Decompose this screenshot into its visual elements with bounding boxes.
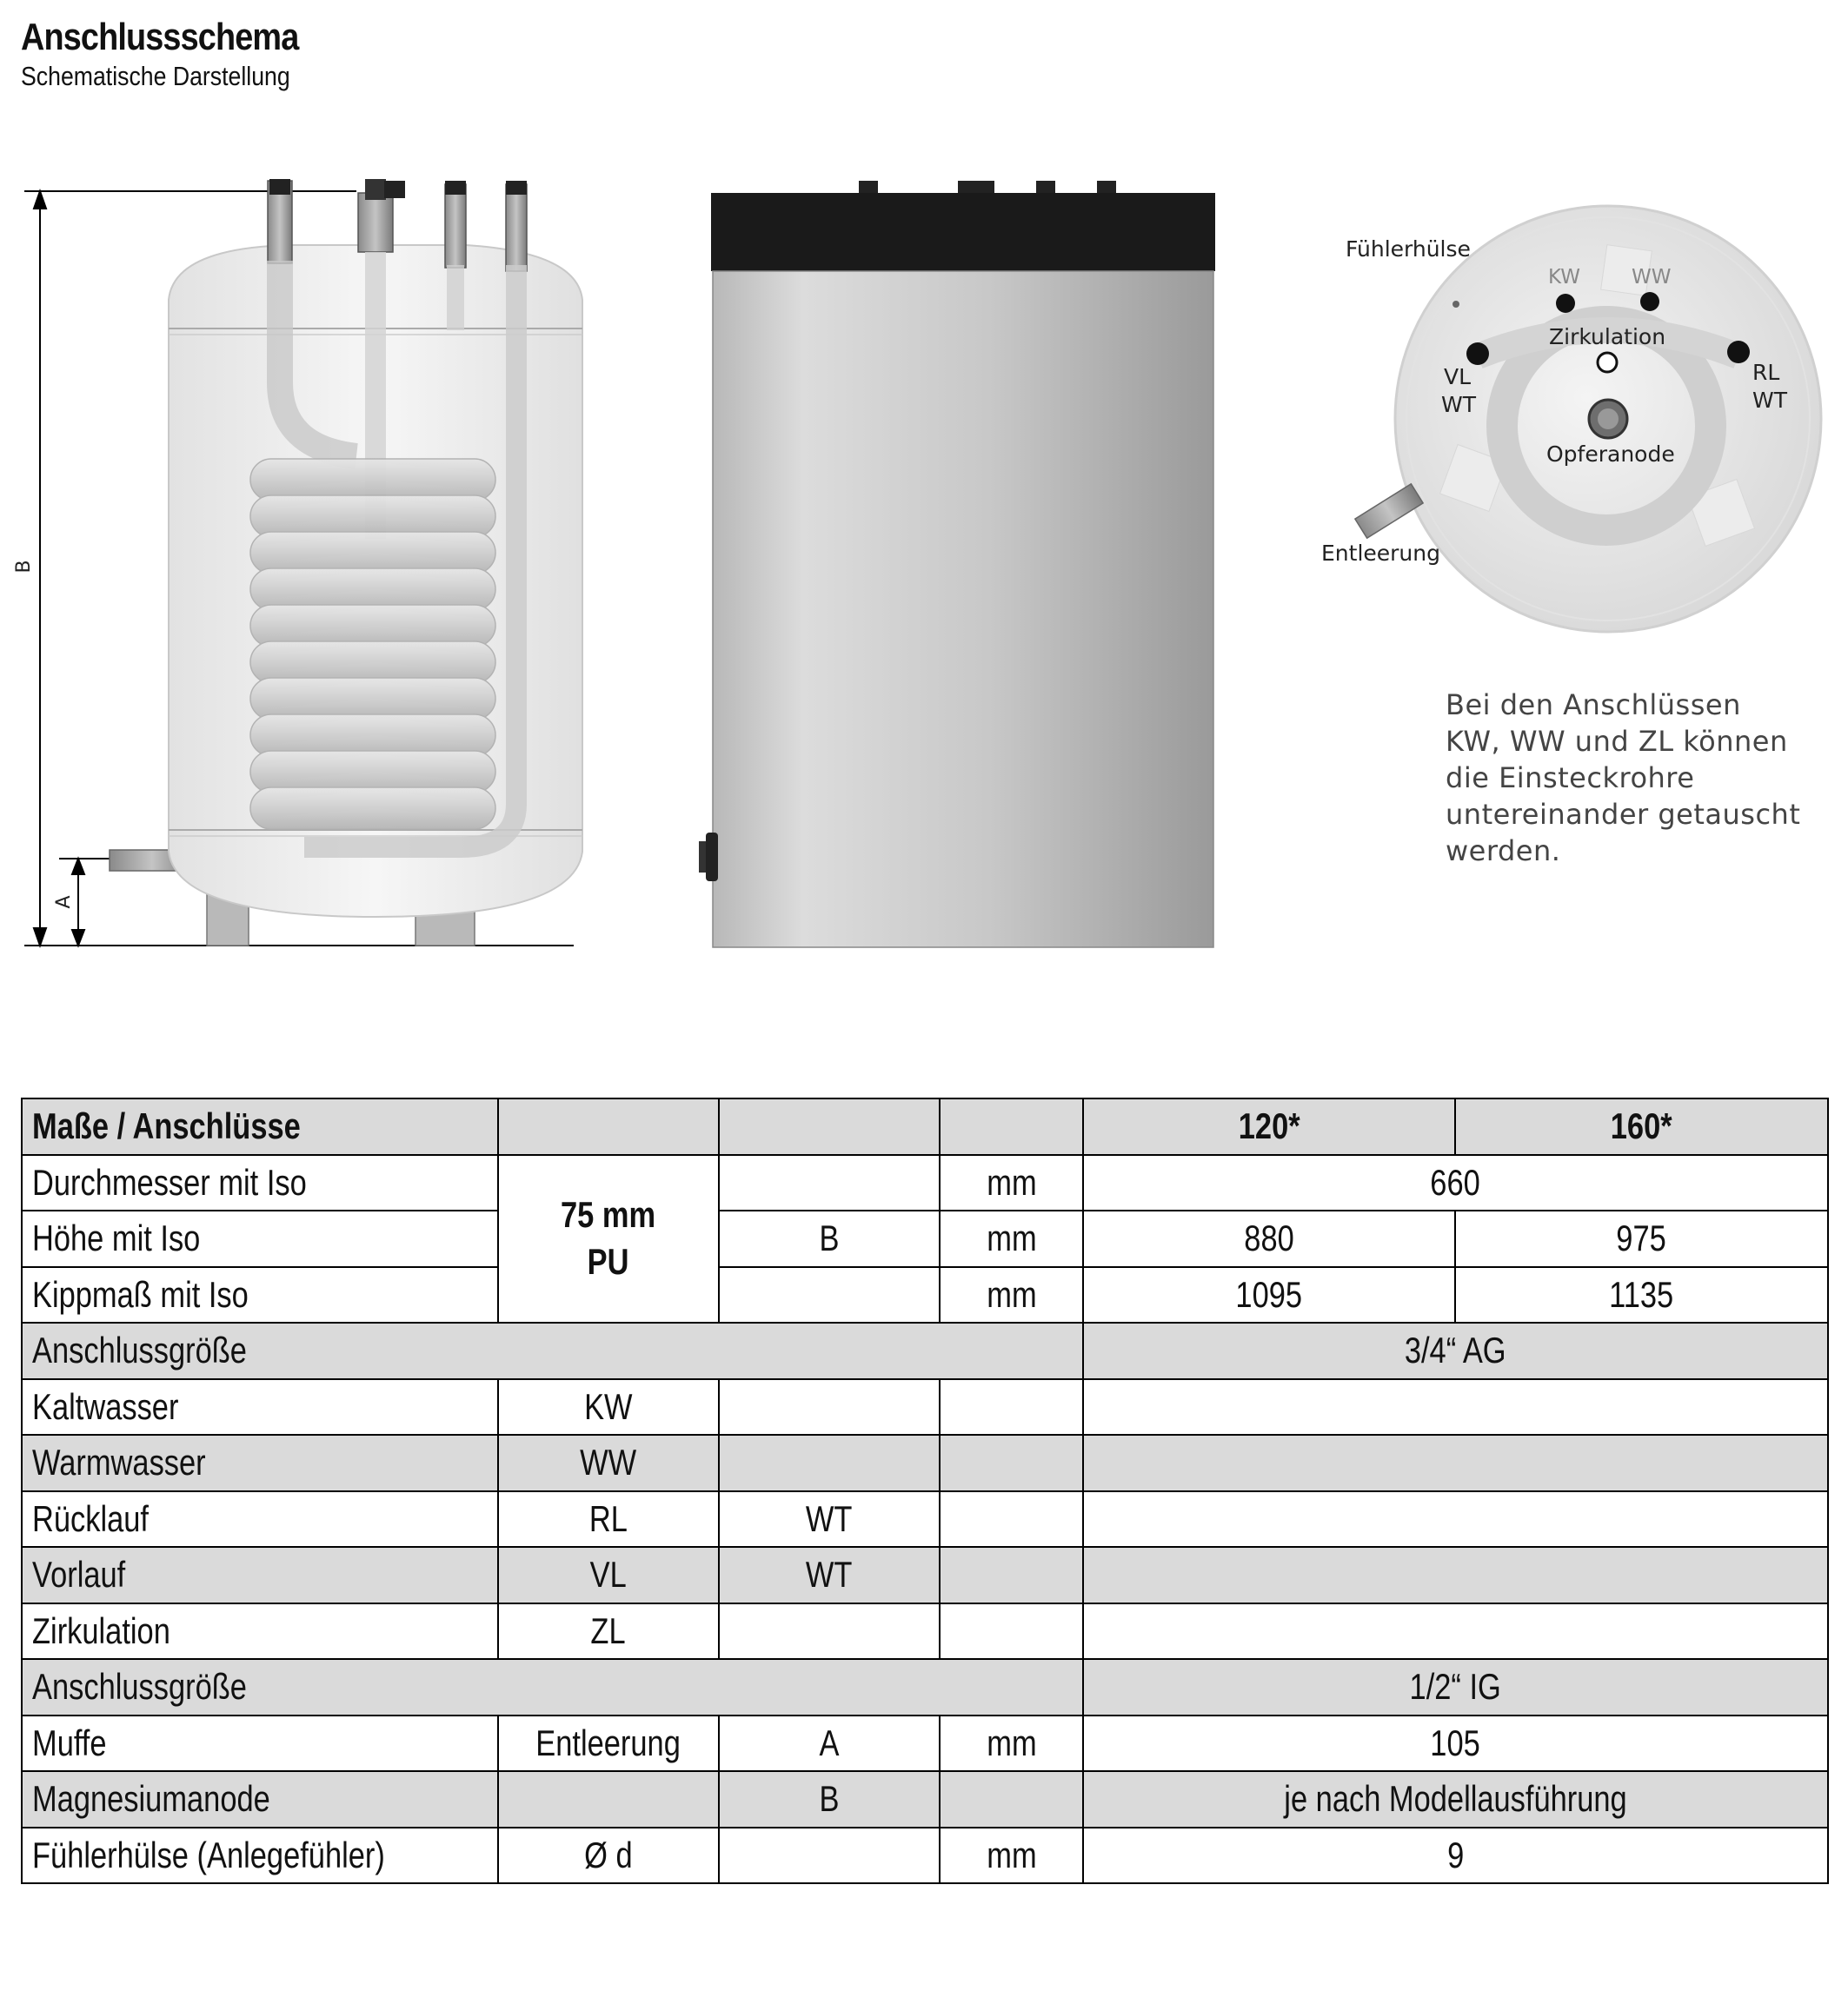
row-value — [1083, 1547, 1828, 1603]
tank-cutaway-view — [13, 179, 582, 946]
note-line: Bei den Anschlüssen — [1446, 688, 1741, 721]
row-value-120: 1095 — [1083, 1267, 1455, 1324]
row-dim — [719, 1435, 940, 1491]
table-row — [22, 1435, 1828, 1491]
row-value-160: 975 — [1455, 1211, 1828, 1267]
label-entleerung: Entleerung — [1321, 541, 1440, 566]
row-value: 3/4“ AG — [1083, 1323, 1828, 1379]
row-label: Durchmesser mit Iso — [22, 1155, 498, 1211]
row-label: Rücklauf — [22, 1491, 498, 1548]
label-zirkulation: Zirkulation — [1549, 324, 1666, 349]
row-code: ZL — [498, 1603, 719, 1660]
label-vl-wt: WT — [1441, 392, 1476, 417]
header-cell-160: 160* — [1455, 1098, 1828, 1155]
label-kw: KW — [1548, 266, 1581, 289]
row-unit — [940, 1435, 1083, 1491]
dimensions-table — [21, 1098, 1829, 1884]
table-section-row — [22, 1659, 1828, 1716]
row-code: RL — [498, 1491, 719, 1548]
insulation-cell: 75 mm PU — [498, 1155, 719, 1324]
row-label: Muffe — [22, 1716, 498, 1772]
note-line: untereinander getauscht — [1446, 798, 1801, 831]
row-code: KW — [498, 1379, 719, 1436]
label-fuehlerhuelse: Fühlerhülse — [1346, 236, 1471, 262]
row-value-160: 1135 — [1455, 1267, 1828, 1324]
row-value — [1083, 1379, 1828, 1436]
header-cell — [719, 1098, 940, 1155]
table-section-row — [22, 1323, 1828, 1379]
row-dim: A — [719, 1716, 940, 1772]
row-unit — [940, 1771, 1083, 1828]
row-label: Höhe mit Iso — [22, 1211, 498, 1267]
row-dim — [719, 1828, 940, 1884]
page-subtitle: Schematische Darstellung — [21, 61, 290, 91]
row-dim: B — [719, 1211, 940, 1267]
row-dim: WT — [719, 1491, 940, 1548]
table-row — [22, 1828, 1828, 1884]
row-label: Anschlussgröße — [22, 1323, 1083, 1379]
row-label: Kaltwasser — [22, 1379, 498, 1436]
row-value — [1083, 1435, 1828, 1491]
row-label: Anschlussgröße — [22, 1659, 1083, 1716]
row-value: 660 — [1083, 1155, 1828, 1211]
row-value — [1083, 1603, 1828, 1660]
label-rl: RL — [1752, 360, 1780, 385]
row-unit: mm — [940, 1828, 1083, 1884]
anode-connection — [358, 193, 393, 252]
exchange-note — [1446, 687, 1811, 869]
header-cell — [940, 1098, 1083, 1155]
note-line: die Einsteckrohre — [1446, 761, 1695, 794]
row-value: 1/2“ IG — [1083, 1659, 1828, 1716]
tank-top-cover — [711, 193, 1215, 271]
row-dim — [719, 1155, 940, 1211]
row-value: 9 — [1083, 1828, 1828, 1884]
table-row — [22, 1211, 1828, 1267]
row-unit: mm — [940, 1211, 1083, 1267]
row-label: Magnesiumanode — [22, 1771, 498, 1828]
row-label: Fühlerhülse (Anlegefühler) — [22, 1828, 498, 1884]
table-row — [22, 1547, 1828, 1603]
table-header-row — [22, 1098, 1828, 1155]
row-unit: mm — [940, 1267, 1083, 1324]
row-dim — [719, 1267, 940, 1324]
row-code: Entleerung — [498, 1716, 719, 1772]
row-code — [498, 1771, 719, 1828]
table-row — [22, 1603, 1828, 1660]
row-unit — [940, 1491, 1083, 1548]
table-row — [22, 1155, 1828, 1211]
table-row — [22, 1379, 1828, 1436]
row-code: WW — [498, 1435, 719, 1491]
row-code: Ø d — [498, 1828, 719, 1884]
row-dim: B — [719, 1771, 940, 1828]
header-cell-120: 120* — [1083, 1098, 1455, 1155]
table-row — [22, 1267, 1828, 1324]
dimension-label-b: B — [13, 560, 35, 574]
row-value: 105 — [1083, 1716, 1828, 1772]
row-unit — [940, 1603, 1083, 1660]
page-header — [21, 16, 343, 92]
row-label: Kippmaß mit Iso — [22, 1267, 498, 1324]
label-rl-wt: WT — [1752, 388, 1787, 413]
table-row — [22, 1771, 1828, 1828]
row-unit — [940, 1547, 1083, 1603]
tank-exterior-view — [699, 181, 1215, 947]
label-ww: WW — [1632, 266, 1672, 289]
page-title: Anschlussschema — [21, 16, 299, 58]
row-value-120: 880 — [1083, 1211, 1455, 1267]
table-row — [22, 1491, 1828, 1548]
table-row — [22, 1716, 1828, 1772]
note-line: KW, WW und ZL können — [1446, 725, 1788, 758]
row-label: Vorlauf — [22, 1547, 498, 1603]
row-unit: mm — [940, 1155, 1083, 1211]
row-unit: mm — [940, 1716, 1083, 1772]
dimension-label-a: A — [53, 895, 75, 909]
row-value — [1083, 1491, 1828, 1548]
row-dim — [719, 1603, 940, 1660]
label-opferanode: Opferanode — [1546, 441, 1675, 467]
heat-exchanger-coil — [250, 459, 495, 829]
row-unit — [940, 1379, 1083, 1436]
row-label: Warmwasser — [22, 1435, 498, 1491]
label-vl: VL — [1444, 364, 1472, 389]
note-line: werden. — [1446, 834, 1561, 867]
row-dim — [719, 1379, 940, 1436]
tank-jacket — [713, 271, 1213, 947]
row-dim: WT — [719, 1547, 940, 1603]
row-label: Zirkulation — [22, 1603, 498, 1660]
header-cell — [498, 1098, 719, 1155]
tank-top-view — [1321, 206, 1821, 632]
row-value: je nach Modellausführung — [1083, 1771, 1828, 1828]
row-code: VL — [498, 1547, 719, 1603]
header-cell: Maße / Anschlüsse — [22, 1098, 498, 1155]
